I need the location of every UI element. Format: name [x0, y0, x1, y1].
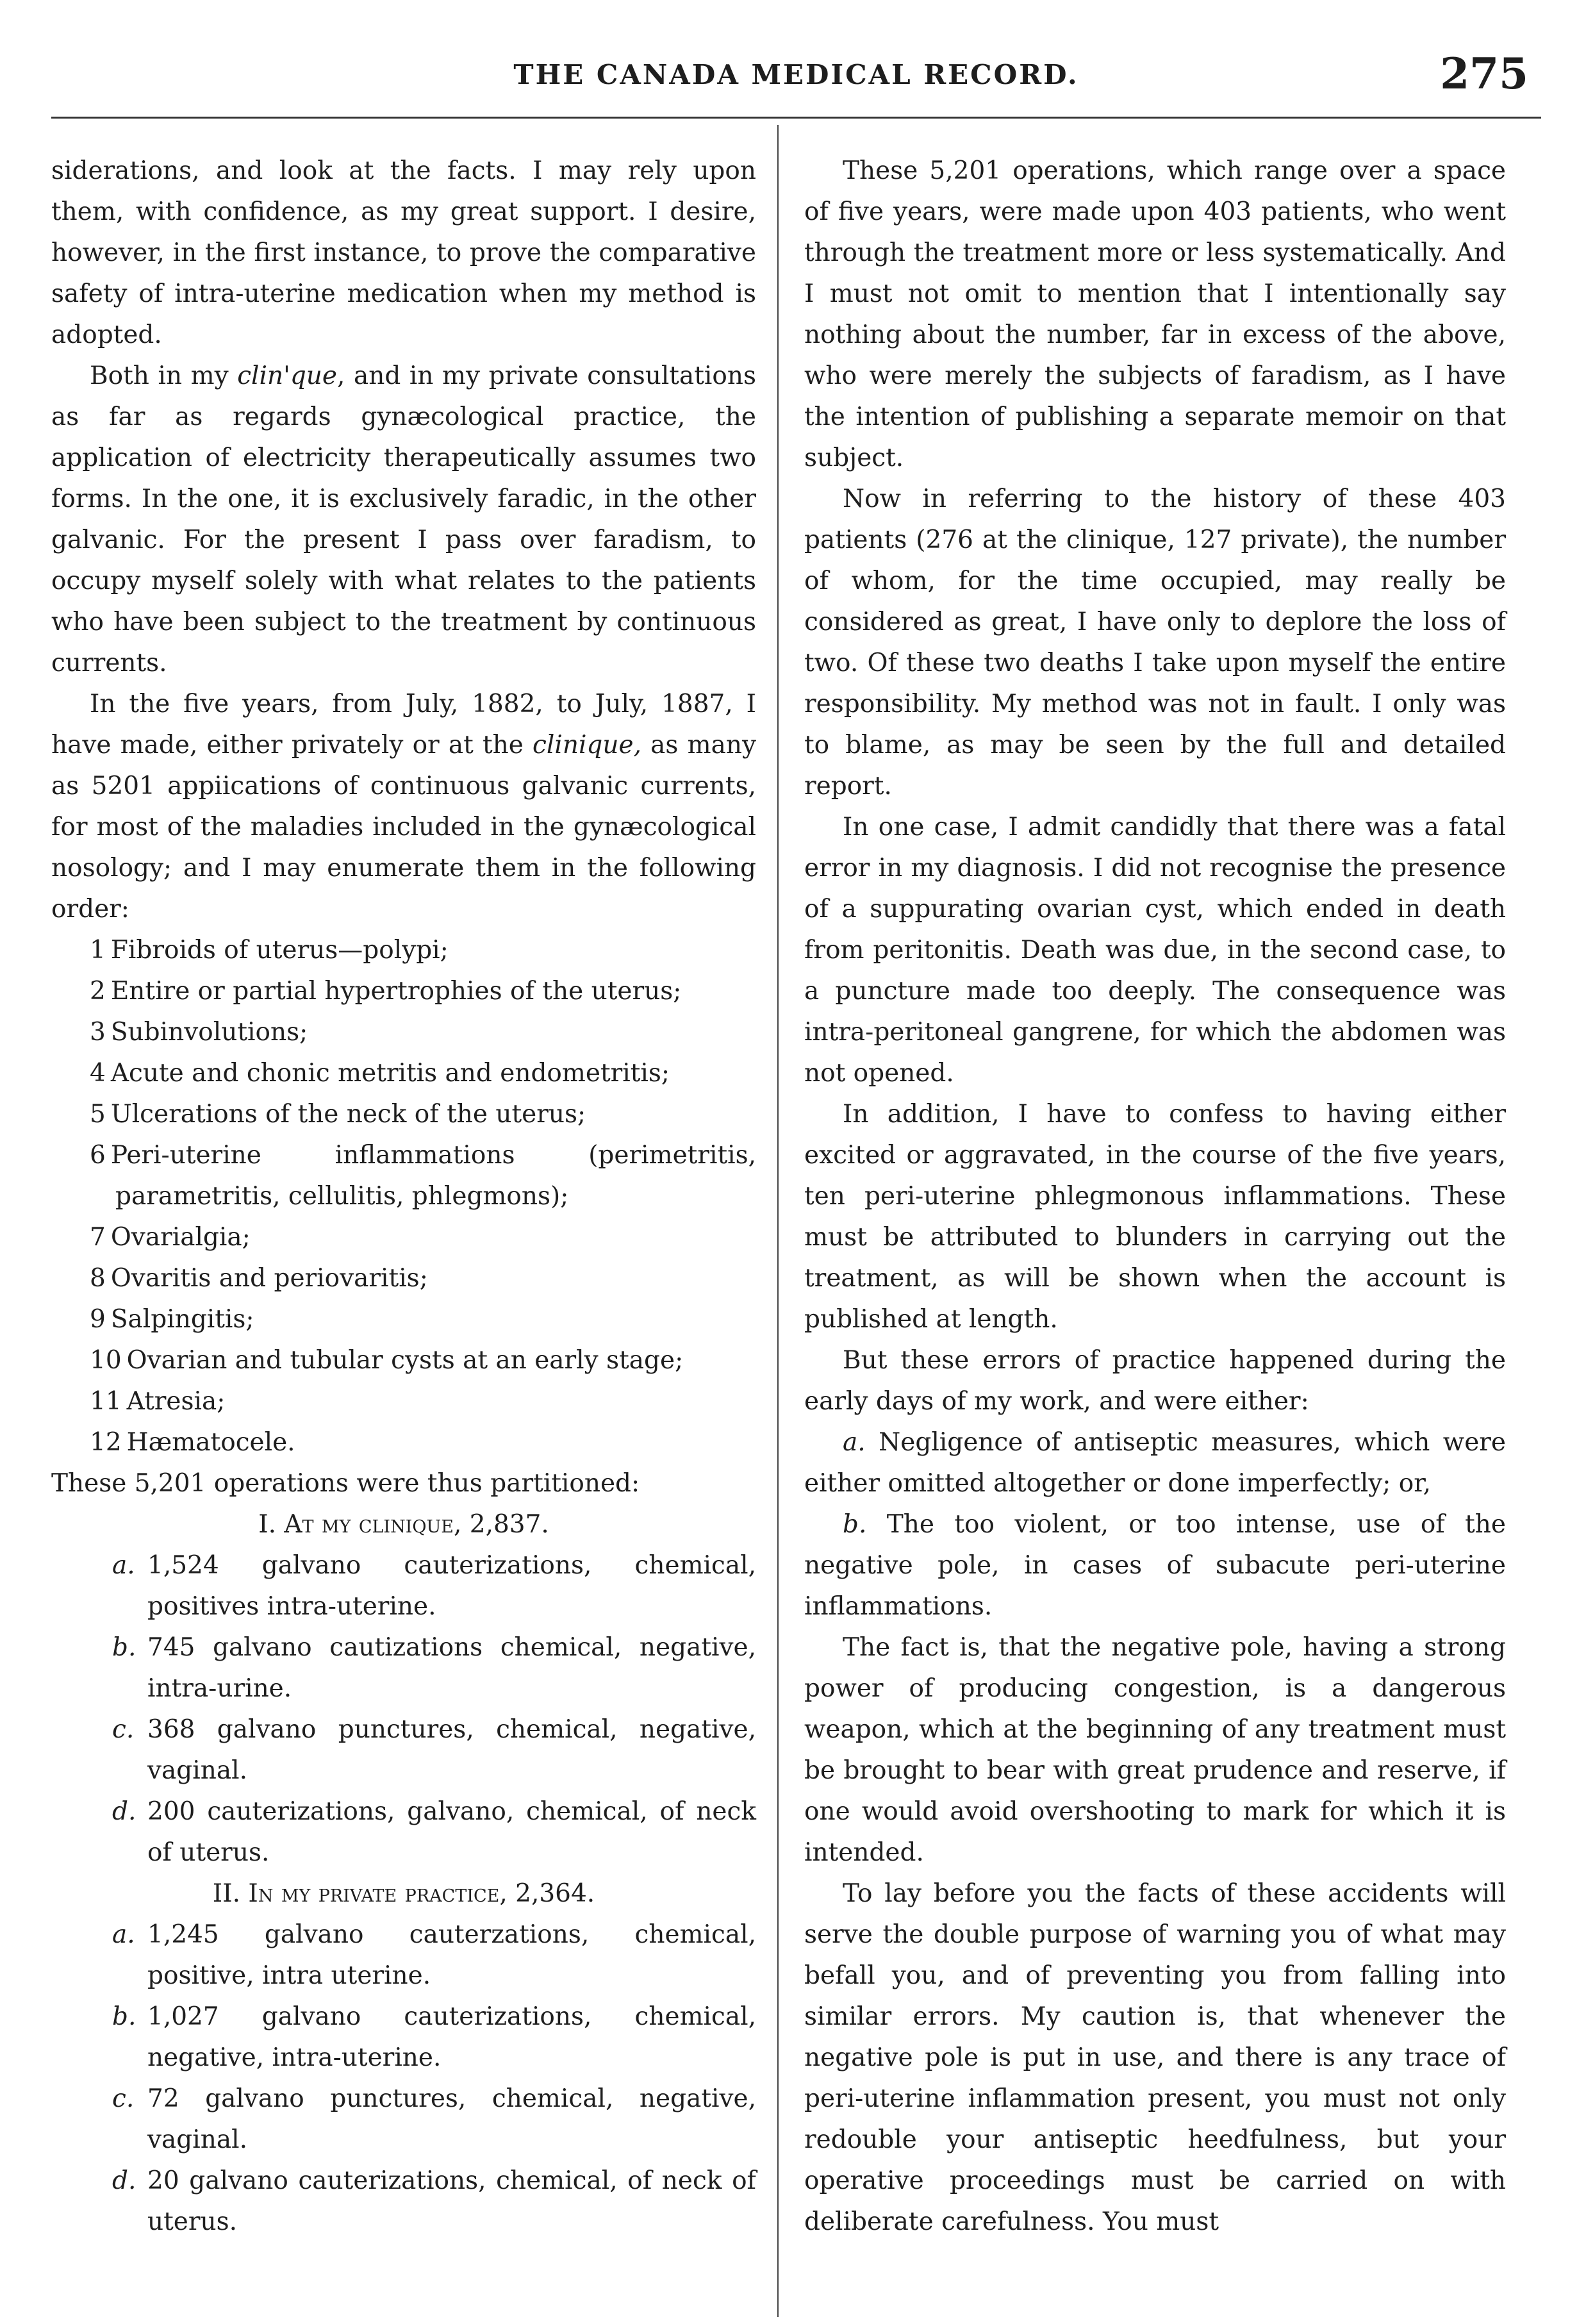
- paragraph: To lay before you the facts of these accidents will serve the double purpose of warning you of what may befall you, and of preventing you from falling into similar errors. My caution is, that whenever the negative pole is put in use, and there is any trace of peri-uterine inflammation present, you must not only redouble your antiseptic heedfulness, but your operative proceedings must be carried on with deliberate carefulness. You must: [804, 1879, 1506, 2236]
- operation-entry: [51, 1709, 756, 1791]
- list-text: Ovarialgia;: [110, 1223, 251, 1252]
- paragraph: [51, 356, 756, 684]
- list-item: [51, 1299, 756, 1340]
- column-divider: [777, 125, 779, 2317]
- paragraph: [804, 1504, 1506, 1627]
- text-run: The too violent, or too intense, use of the negative pole, in cases of subacute peri-uterine inflammations.: [804, 1510, 1506, 1621]
- entry-letter: b.: [112, 1633, 136, 1662]
- entry-text: 72 galvano punctures, chemical, negative, vaginal.: [147, 2084, 756, 2154]
- list-number: 1: [90, 936, 106, 965]
- entry-text: 1,245 galvano cauterzations, chemical, positive, intra uterine.: [147, 1920, 756, 1990]
- list-item: [51, 1053, 756, 1094]
- list-number: 8: [90, 1264, 106, 1293]
- partition-intro: These 5,201 operations were thus partitioned:: [51, 1469, 640, 1498]
- list-text: Peri-uterine inflammations (perimetritis, parametritis, cellulitis, phlegmons);: [110, 1141, 756, 1211]
- text-run: In the five years, from July, 1882, to July, 1887, I have made, either privately or at the: [51, 690, 756, 759]
- text-run: Negligence of antiseptic measures, which were either omitted altogether or done imperfectly; or,: [804, 1428, 1506, 1498]
- section-numeral: II.: [212, 1879, 249, 1908]
- paragraph: But these errors of practice happened during the early days of my work, and were either:: [804, 1346, 1506, 1416]
- paragraph: The fact is, that the negative pole, having a strong power of producing congestion, is a dangerous weapon, which at the beginning of any treatment must be brought to bear with great prudence and reserve, if one would avoid overshooting to mark for which it is intended.: [804, 1633, 1506, 1867]
- entry-text: 368 galvano punctures, chemical, negative, vaginal.: [147, 1715, 756, 1785]
- section-heading: [51, 1504, 756, 1545]
- running-title: THE CANADA MEDICAL RECORD.: [513, 59, 1079, 90]
- item-letter: a.: [843, 1428, 866, 1457]
- list-item: [51, 1422, 756, 1463]
- list-text: Fibroids of uterus—polypi;: [110, 936, 449, 965]
- list-item: [51, 1012, 756, 1053]
- list-text: Acute and chonic metritis and endometritis;: [110, 1059, 670, 1088]
- operation-entry: [51, 1996, 756, 2079]
- paragraph: In one case, I admit candidly that there was a fatal error in my diagnosis. I did not recognise the presence of a suppurating ovarian cyst, which ended in death from peritonitis. Death was due, in the second case, to a puncture made too deeply. The consequence was intra-peritoneal gangrene, for which the abdomen was not opened.: [804, 813, 1506, 1088]
- section-title: At my clinique, 2,837.: [284, 1510, 549, 1539]
- entry-text: 1,524 galvano cauterizations, chemical, positives intra-uterine.: [147, 1551, 756, 1621]
- text-run: as many as 5201 appiications of continuous galvanic currents, for most of the maladies included in the gynæcological nosology; and I may enumerate them in the following order:: [51, 731, 756, 924]
- list-text: Hæmatocele.: [126, 1428, 295, 1457]
- list-number: 3: [90, 1018, 106, 1047]
- entry-text: 20 galvano cauterizations, chemical, of neck of uterus.: [147, 2166, 756, 2236]
- list-text: Ovarian and tubular cysts at an early stage;: [126, 1346, 684, 1375]
- list-item: [51, 1217, 756, 1258]
- operation-entry: [51, 2079, 756, 2161]
- operation-entry: [51, 1627, 756, 1709]
- entry-letter: c.: [112, 1715, 135, 1744]
- entry-text: 200 cauterizations, galvano, chemical, of neck of uterus.: [147, 1797, 756, 1867]
- text-run: , and in my private consultations as far as regards gynæcological practice, the application of electricity therapeutically assumes two forms. In the one, it is exclusively faradic, in the other galvanic. For the present I pass over faradism, to occupy myself solely with what relates to the patients who have been subject to the treatment by continuous currents.: [51, 361, 756, 677]
- list-item: [51, 971, 756, 1012]
- entry-letter: d.: [112, 1797, 136, 1826]
- list-item: [51, 1258, 756, 1299]
- list-text: Subinvolutions;: [110, 1018, 308, 1047]
- text-run: Both in my: [90, 361, 238, 390]
- section-title: In my private practice, 2,364.: [248, 1879, 595, 1908]
- operation-entry: [51, 1914, 756, 1996]
- list-item: [51, 1381, 756, 1422]
- operation-entry: [51, 1545, 756, 1627]
- list-text: Ovaritis and periovaritis;: [110, 1264, 428, 1293]
- list-item: [51, 1094, 756, 1135]
- page-number: 275: [1440, 49, 1528, 99]
- entry-text: 1,027 galvano cauterizations, chemical, negative, intra-uterine.: [147, 2002, 756, 2072]
- maladies-list: [51, 930, 756, 1463]
- paragraph: Now in referring to the history of these 403 patients (276 at the clinique, 127 private), the number of whom, for the time occupied, may really be considered as great, I have only to deplore the loss of two. Of these two deaths I take upon myself the entire responsibility. My method was not in fault. I only was to blame, as may be seen by the full and detailed report.: [804, 485, 1506, 801]
- list-number: 5: [90, 1100, 106, 1129]
- page-header: [51, 45, 1541, 115]
- italic-text: clinique,: [533, 731, 641, 759]
- entry-letter: a.: [112, 1551, 135, 1580]
- list-item: [51, 930, 756, 971]
- italic-text: clin'que: [237, 361, 338, 390]
- paragraph: In addition, I have to confess to having either excited or aggravated, in the course of the five years, ten peri-uterine phlegmonous inflammations. These must be attributed to blunders in carrying out the treatment, as will be shown when the account is published at length.: [804, 1100, 1506, 1334]
- item-letter: b.: [843, 1510, 867, 1539]
- section-heading: [51, 1873, 756, 1914]
- paragraph: [804, 1422, 1506, 1504]
- list-text: Atresia;: [126, 1387, 226, 1416]
- list-text: Ulcerations of the neck of the uterus;: [110, 1100, 586, 1129]
- entry-letter: d.: [112, 2166, 136, 2195]
- header-rule: [51, 117, 1541, 119]
- entry-letter: c.: [112, 2084, 135, 2113]
- list-text: Entire or partial hypertrophies of the uterus;: [110, 977, 682, 1006]
- list-item: [51, 1135, 756, 1217]
- left-column: [51, 151, 756, 2243]
- paragraph: siderations, and look at the facts. I may rely upon them, with confidence, as my great support. I desire, however, in the first instance, to prove the comparative safety of intra-uterine medication when my method is adopted.: [51, 156, 756, 349]
- section-numeral: I.: [258, 1510, 285, 1539]
- operation-entry: [51, 1791, 756, 1873]
- list-number: 2: [90, 977, 106, 1006]
- list-number: 10: [90, 1346, 122, 1375]
- operation-entry: [51, 2161, 756, 2243]
- list-number: 12: [90, 1428, 122, 1457]
- paragraph: These 5,201 operations, which range over a space of five years, were made upon 403 patients, who went through the treatment more or less systematically. And I must not omit to mention that I intentionally say nothing about the number, far in excess of the above, who were merely the subjects of faradism, as I have the intention of publishing a separate memoir on that subject.: [804, 156, 1506, 472]
- list-item: [51, 1340, 756, 1381]
- right-column: [804, 151, 1506, 2243]
- entry-letter: a.: [112, 1920, 135, 1949]
- list-number: 4: [90, 1059, 106, 1088]
- list-number: 11: [90, 1387, 122, 1416]
- paragraph: [51, 684, 756, 930]
- entry-letter: b.: [112, 2002, 136, 2031]
- list-number: 6: [90, 1141, 106, 1170]
- list-number: 9: [90, 1305, 106, 1334]
- list-text: Salpingitis;: [110, 1305, 254, 1334]
- entry-text: 745 galvano cautizations chemical, negative, intra-urine.: [147, 1633, 756, 1703]
- list-number: 7: [90, 1223, 106, 1252]
